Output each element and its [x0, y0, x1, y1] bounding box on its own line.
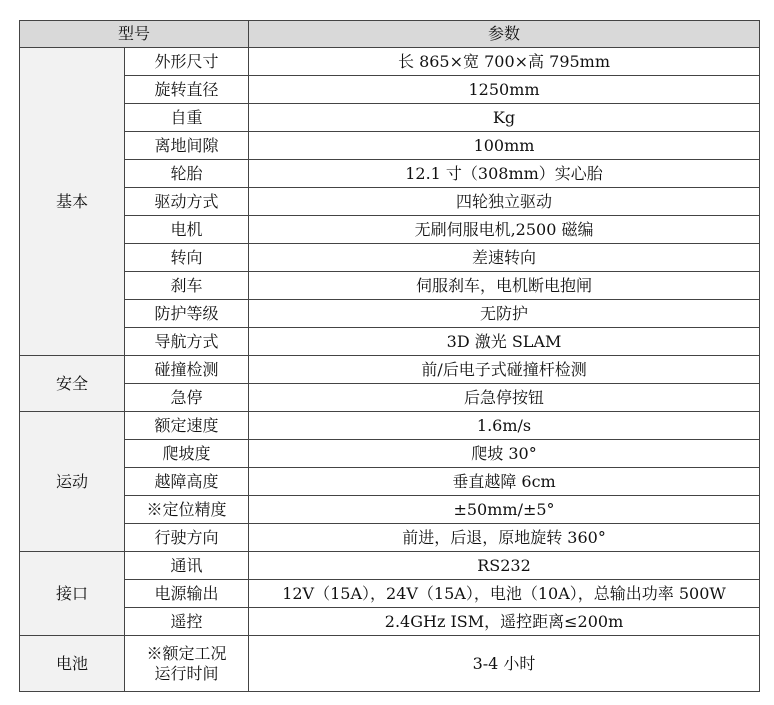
row-value: 后急停按钮 [249, 384, 760, 412]
table-row [20, 272, 760, 300]
row-label-line: 运行时间 [154, 663, 219, 683]
row-label: 防护等级 [125, 300, 249, 328]
row-label: 额定速度 [125, 412, 249, 440]
row-value: 12V（15A），24V（15A），电池（10A），总输出功率 500W [249, 580, 760, 608]
row-label: 电源输出 [125, 580, 249, 608]
row-label [125, 636, 249, 692]
row-value: 无刷伺服电机,2500 磁编 [249, 216, 760, 244]
table-row [20, 76, 760, 104]
row-label: 旋转直径 [125, 76, 249, 104]
group-basic: 基本 [20, 48, 125, 356]
table-row [20, 328, 760, 356]
row-label: 遥控 [125, 608, 249, 636]
row-value: 伺服刹车，电机断电抱闸 [249, 272, 760, 300]
table-header-row [20, 21, 760, 48]
row-value: 差速转向 [249, 244, 760, 272]
table-row [20, 188, 760, 216]
row-value: 长 865×宽 700×高 795mm [249, 48, 760, 76]
table-row [20, 608, 760, 636]
row-value: 无防护 [249, 300, 760, 328]
row-value: 3-4 小时 [249, 636, 760, 692]
row-label-line: ※额定工况 [146, 643, 227, 663]
row-label: 行驶方向 [125, 524, 249, 552]
row-label: 自重 [125, 104, 249, 132]
row-label: 碰撞检测 [125, 356, 249, 384]
table-row [20, 104, 760, 132]
row-value: 四轮独立驱动 [249, 188, 760, 216]
row-label: 导航方式 [125, 328, 249, 356]
group-interface: 接口 [20, 552, 125, 636]
table-row [20, 132, 760, 160]
row-value: 前/后电子式碰撞杆检测 [249, 356, 760, 384]
row-label: 转向 [125, 244, 249, 272]
table-row [20, 552, 760, 580]
row-label: 急停 [125, 384, 249, 412]
row-value: 100mm [249, 132, 760, 160]
row-label: ※定位精度 [125, 496, 249, 524]
spec-table [19, 20, 760, 692]
row-label: 离地间隙 [125, 132, 249, 160]
group-battery: 电池 [20, 636, 125, 692]
row-label: 外形尺寸 [125, 48, 249, 76]
row-value: 爬坡 30° [249, 440, 760, 468]
table-row [20, 216, 760, 244]
table-row [20, 580, 760, 608]
row-value: 前进，后退，原地旋转 360° [249, 524, 760, 552]
table-row [20, 468, 760, 496]
row-value: 2.4GHz ISM，遥控距离≤200m [249, 608, 760, 636]
row-value: 1.6m/s [249, 412, 760, 440]
table-row [20, 244, 760, 272]
group-motion: 运动 [20, 412, 125, 552]
row-label: 越障高度 [125, 468, 249, 496]
row-label: 轮胎 [125, 160, 249, 188]
row-label: 爬坡度 [125, 440, 249, 468]
row-value: 1250mm [249, 76, 760, 104]
row-value: 12.1 寸（308mm）实心胎 [249, 160, 760, 188]
table-row [20, 496, 760, 524]
table-row [20, 412, 760, 440]
table-row [20, 384, 760, 412]
header-params: 参数 [249, 21, 760, 48]
row-label: 刹车 [125, 272, 249, 300]
table-row [20, 440, 760, 468]
table-row [20, 160, 760, 188]
row-label: 通讯 [125, 552, 249, 580]
group-safety: 安全 [20, 356, 125, 412]
row-value: 垂直越障 6cm [249, 468, 760, 496]
row-value: Kg [249, 104, 760, 132]
row-value: RS232 [249, 552, 760, 580]
row-label: 电机 [125, 216, 249, 244]
table-row [20, 524, 760, 552]
table-row [20, 300, 760, 328]
table-row [20, 356, 760, 384]
row-label: 驱动方式 [125, 188, 249, 216]
row-value: ±50mm/±5° [249, 496, 760, 524]
table-row [20, 48, 760, 76]
header-model: 型号 [20, 21, 249, 48]
table-row [20, 636, 760, 692]
row-value: 3D 激光 SLAM [249, 328, 760, 356]
